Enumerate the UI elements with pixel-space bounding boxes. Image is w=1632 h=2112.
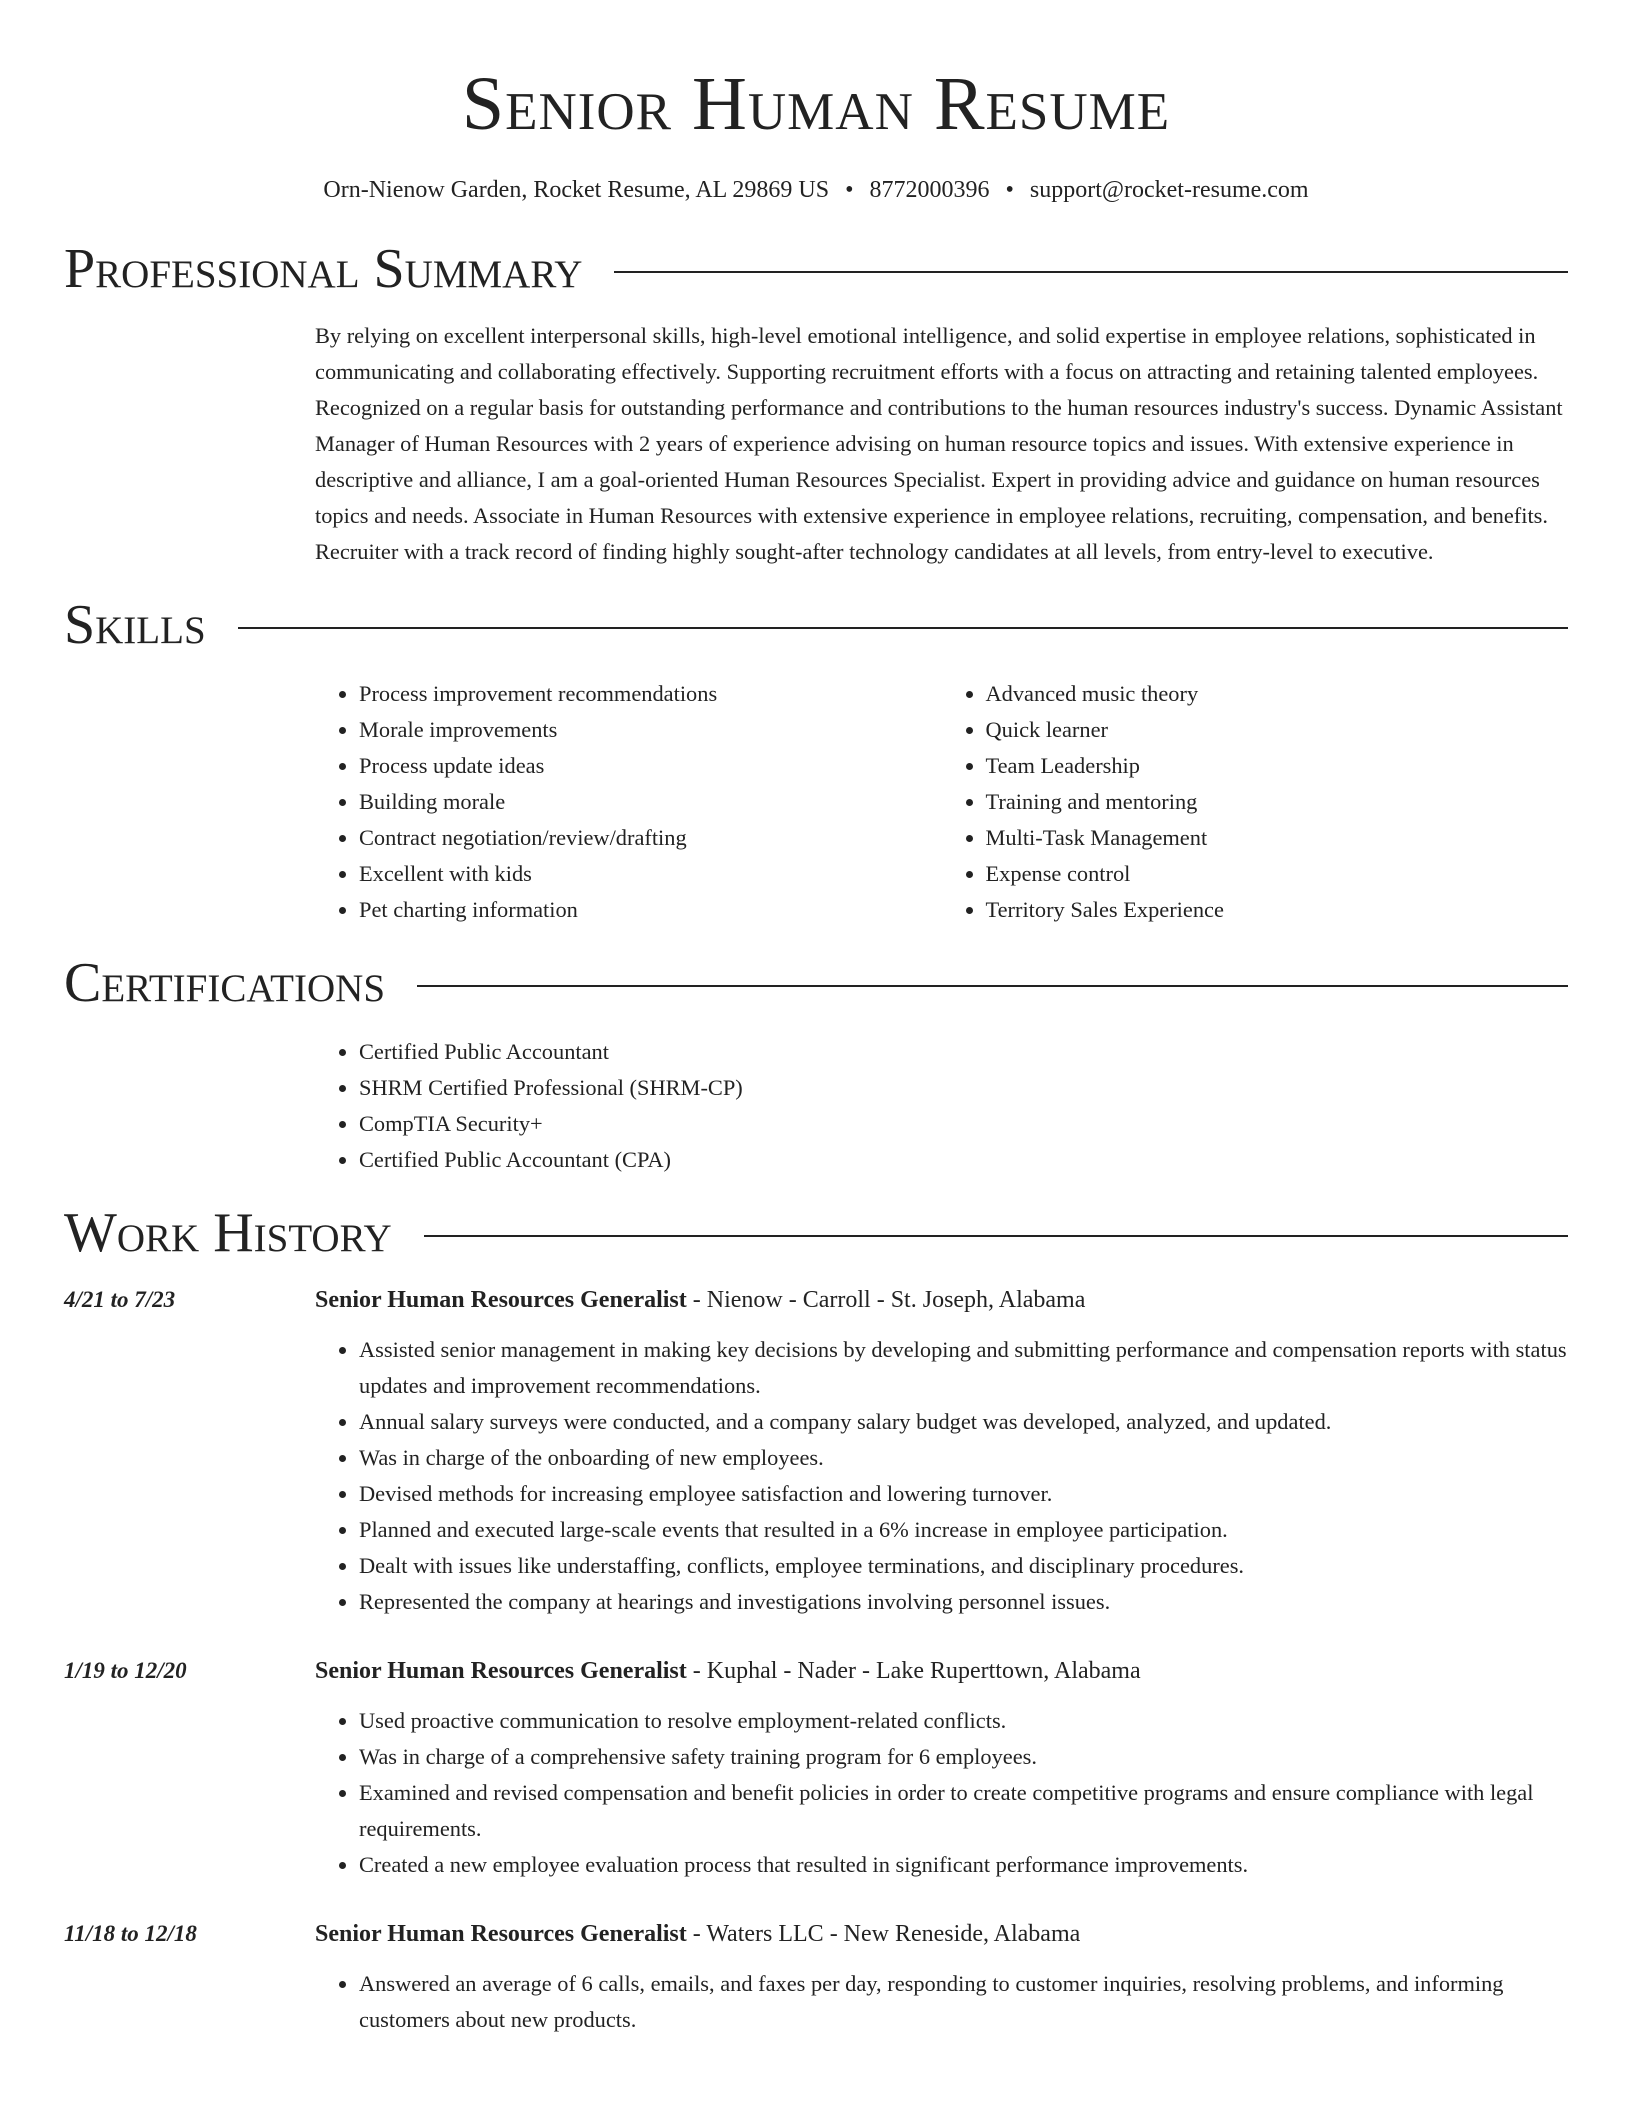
certification-item: • Certified Public Accountant (CPA) xyxy=(359,1142,1568,1178)
section-divider xyxy=(238,627,1568,629)
certifications-section xyxy=(315,1034,1568,1178)
skill-item: • Pet charting information xyxy=(359,892,942,928)
contact-email: support@rocket-resume.com xyxy=(1029,177,1309,203)
job-bullet: • Dealt with issues like understaffing, conflicts, employee terminations, and disciplinary procedures. xyxy=(359,1548,1568,1584)
contact-address: Orn-Nienow Garden, Rocket Resume, AL 29869 US xyxy=(323,177,830,203)
job-bullet: • Examined and revised compensation and benefit policies in order to create competitive programs and ensure compliance with legal requirements. xyxy=(359,1775,1568,1847)
job-dates: 4/21 to 7/23 xyxy=(64,1287,176,1312)
work-history-heading-row xyxy=(64,1198,1568,1268)
skill-item: • Building morale xyxy=(359,784,942,820)
skill-item: • Advanced music theory xyxy=(986,676,1569,712)
job-title: Senior Human Resources Generalist xyxy=(315,1921,687,1947)
job-bullet-list xyxy=(315,1966,1568,2038)
certifications-heading: Certifications xyxy=(64,952,386,1014)
job-bullet-list xyxy=(315,1703,1568,1883)
skills-list-right xyxy=(942,676,1569,928)
job-title: Senior Human Resources Generalist xyxy=(315,1287,687,1313)
summary-heading: Professional Summary xyxy=(64,238,583,300)
job-details xyxy=(315,1282,1568,1620)
section-divider xyxy=(614,271,1568,273)
skill-item: • Territory Sales Experience xyxy=(986,892,1569,928)
job-bullet: • Planned and executed large-scale events that resulted in a 6% increase in employee participation. xyxy=(359,1512,1568,1548)
skill-item: • Morale improvements xyxy=(359,712,942,748)
job-bullet: • Devised methods for increasing employee satisfaction and lowering turnover. xyxy=(359,1476,1568,1512)
job-employer-location: - Waters LLC - New Reneside, Alabama xyxy=(686,1921,1081,1947)
skills-heading-row xyxy=(64,590,1568,660)
job-header xyxy=(315,1653,1568,1689)
summary-text: By relying on excellent interpersonal skills, high-level emotional intelligence, and solid expertise in employee relations, sophisticated in communicating and collaborating effectively. Supporting recruitment efforts with a focus on attracting and retaining talented employees. Recognized on a regular basis for outstanding performance and contributions to the human resources industry's success. Dynamic Assistant Manager of Human Resources with 2 years of experience advising on human resource topics and issues. With extensive experience in descriptive and alliance, I am a goal-oriented Human Resources Specialist. Expert in providing advice and guidance on human resources topics and needs. Associate in Human Resources with extensive experience in employee relations, recruiting, compensation, and benefits. Recruiter with a track record of finding highly sought-after technology candidates at all levels, from entry-level to executive. xyxy=(315,323,1563,564)
job-entry xyxy=(64,1653,1568,1883)
certification-item: • SHRM Certified Professional (SHRM-CP) xyxy=(359,1070,1568,1106)
job-bullet: • Was in charge of the onboarding of new employees. xyxy=(359,1440,1568,1476)
job-details xyxy=(315,1916,1568,2038)
certification-item: • Certified Public Accountant xyxy=(359,1034,1568,1070)
skill-item: • Multi-Task Management xyxy=(986,820,1569,856)
job-title: Senior Human Resources Generalist xyxy=(315,1658,687,1684)
job-dates: 1/19 to 12/20 xyxy=(64,1658,187,1683)
job-dates: 11/18 to 12/18 xyxy=(64,1921,197,1946)
job-entry xyxy=(64,1916,1568,2038)
skills-section xyxy=(315,676,1568,928)
certification-item: • CompTIA Security+ xyxy=(359,1106,1568,1142)
skill-item: • Training and mentoring xyxy=(986,784,1569,820)
job-bullet: • Assisted senior management in making key decisions by developing and submitting performance and compensation reports with status updates and improvement recommendations. xyxy=(359,1332,1568,1404)
job-bullet: • Created a new employee evaluation process that resulted in significant performance improvements. xyxy=(359,1847,1568,1883)
section-divider xyxy=(417,985,1568,987)
job-bullet: • Annual salary surveys were conducted, and a company salary budget was developed, analyzed, and updated. xyxy=(359,1404,1568,1440)
skill-item: • Contract negotiation/review/drafting xyxy=(359,820,942,856)
work-history-section xyxy=(64,1282,1568,2038)
skill-item: • Process update ideas xyxy=(359,748,942,784)
job-bullet: • Used proactive communication to resolve employment-related conflicts. xyxy=(359,1703,1568,1739)
skill-item: • Quick learner xyxy=(986,712,1569,748)
certifications-list xyxy=(315,1034,1568,1178)
job-employer-location: - Nienow - Carroll - St. Joseph, Alabama xyxy=(686,1287,1086,1313)
skills-heading: Skills xyxy=(64,594,206,656)
contact-phone: 8772000396 xyxy=(869,177,990,203)
skill-item: • Process improvement recommendations xyxy=(359,676,942,712)
summary-section xyxy=(315,318,1568,570)
skill-item: • Expense control xyxy=(986,856,1569,892)
job-entry xyxy=(64,1282,1568,1620)
summary-heading-row xyxy=(64,234,1568,304)
skill-item: • Team Leadership xyxy=(986,748,1569,784)
work-history-heading: Work History xyxy=(64,1202,392,1264)
job-header xyxy=(315,1916,1568,1952)
job-bullet: • Was in charge of a comprehensive safety training program for 6 employees. xyxy=(359,1739,1568,1775)
contact-separator: • xyxy=(845,177,854,203)
contact-separator: • xyxy=(1005,177,1014,203)
section-divider xyxy=(424,1235,1568,1237)
job-bullet-list xyxy=(315,1332,1568,1620)
job-employer-location: - Kuphal - Nader - Lake Ruperttown, Alabama xyxy=(686,1658,1141,1684)
job-header xyxy=(315,1282,1568,1318)
resume-page xyxy=(64,0,1568,2038)
job-bullet: • Answered an average of 6 calls, emails, and faxes per day, responding to customer inquiries, resolving problems, and informing customers about new products. xyxy=(359,1966,1568,2038)
certifications-heading-row xyxy=(64,948,1568,1018)
resume-title: Senior Human Resume xyxy=(461,62,1171,146)
skills-list-left xyxy=(315,676,942,928)
contact-line xyxy=(64,174,1568,206)
skill-item: • Excellent with kids xyxy=(359,856,942,892)
job-details xyxy=(315,1653,1568,1883)
job-bullet: • Represented the company at hearings and investigations involving personnel issues. xyxy=(359,1584,1568,1620)
